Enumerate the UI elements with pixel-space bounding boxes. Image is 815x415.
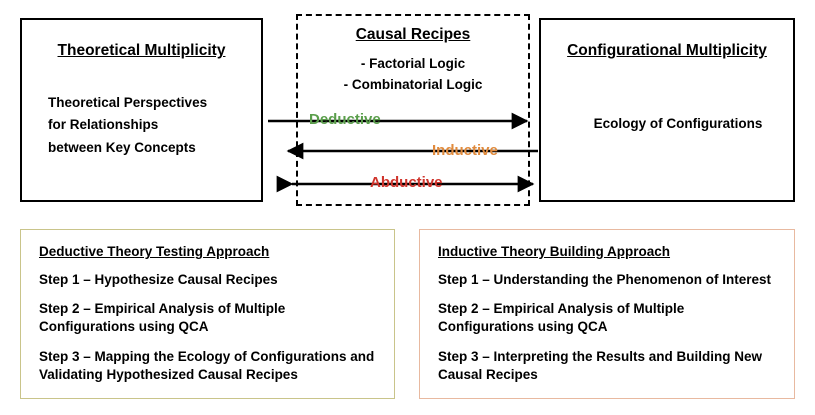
theoretical-multiplicity-line-3: between Key Concepts: [48, 139, 196, 155]
theoretical-multiplicity-body: [48, 92, 258, 159]
theoretical-multiplicity-line-1: Theoretical Perspectives: [48, 95, 208, 110]
deductive-arrow-label: Deductive: [309, 111, 381, 128]
abductive-arrow-label: Abductive: [370, 174, 443, 191]
configurational-multiplicity-title: Configurational Multiplicity: [567, 42, 767, 59]
deductive-step-3: Step 3 – Mapping the Ecology of Configurations and Validating Hypothesized Causal Recipes: [39, 348, 375, 382]
inductive-step-1: Step 1 – Understanding the Phenomenon of Interest: [438, 272, 772, 287]
inductive-step-2: Step 2 – Empirical Analysis of Multiple Configurations using QCA: [438, 301, 685, 335]
deductive-approach-title: Deductive Theory Testing Approach: [39, 244, 270, 259]
inductive-arrow-label: Inductive: [432, 142, 498, 159]
theoretical-multiplicity-title: Theoretical Multiplicity: [57, 42, 226, 59]
inductive-approach-title: Inductive Theory Building Approach: [438, 244, 671, 259]
causal-recipes-item-2: - Combinatorial Logic: [343, 76, 483, 92]
deductive-approach-panel: [20, 229, 395, 399]
configurational-multiplicity-body: Ecology of Configurations: [593, 116, 763, 131]
inductive-approach-panel: [419, 229, 795, 399]
theoretical-multiplicity-line-2: for Relationships: [48, 117, 159, 133]
causal-recipes-title: Causal Recipes: [355, 26, 471, 43]
deductive-step-1: Step 1 – Hypothesize Causal Recipes: [39, 272, 278, 287]
causal-recipes-list: [298, 54, 528, 96]
configurational-multiplicity-box: [539, 18, 795, 202]
theoretical-multiplicity-box: [20, 18, 263, 202]
deductive-step-2: Step 2 – Empirical Analysis of Multiple Configurations using QCA: [39, 301, 286, 335]
inductive-step-3: Step 3 – Interpreting the Results and Building New Causal Recipes: [438, 348, 763, 382]
causal-recipes-item-1: - Factorial Logic: [360, 56, 466, 71]
